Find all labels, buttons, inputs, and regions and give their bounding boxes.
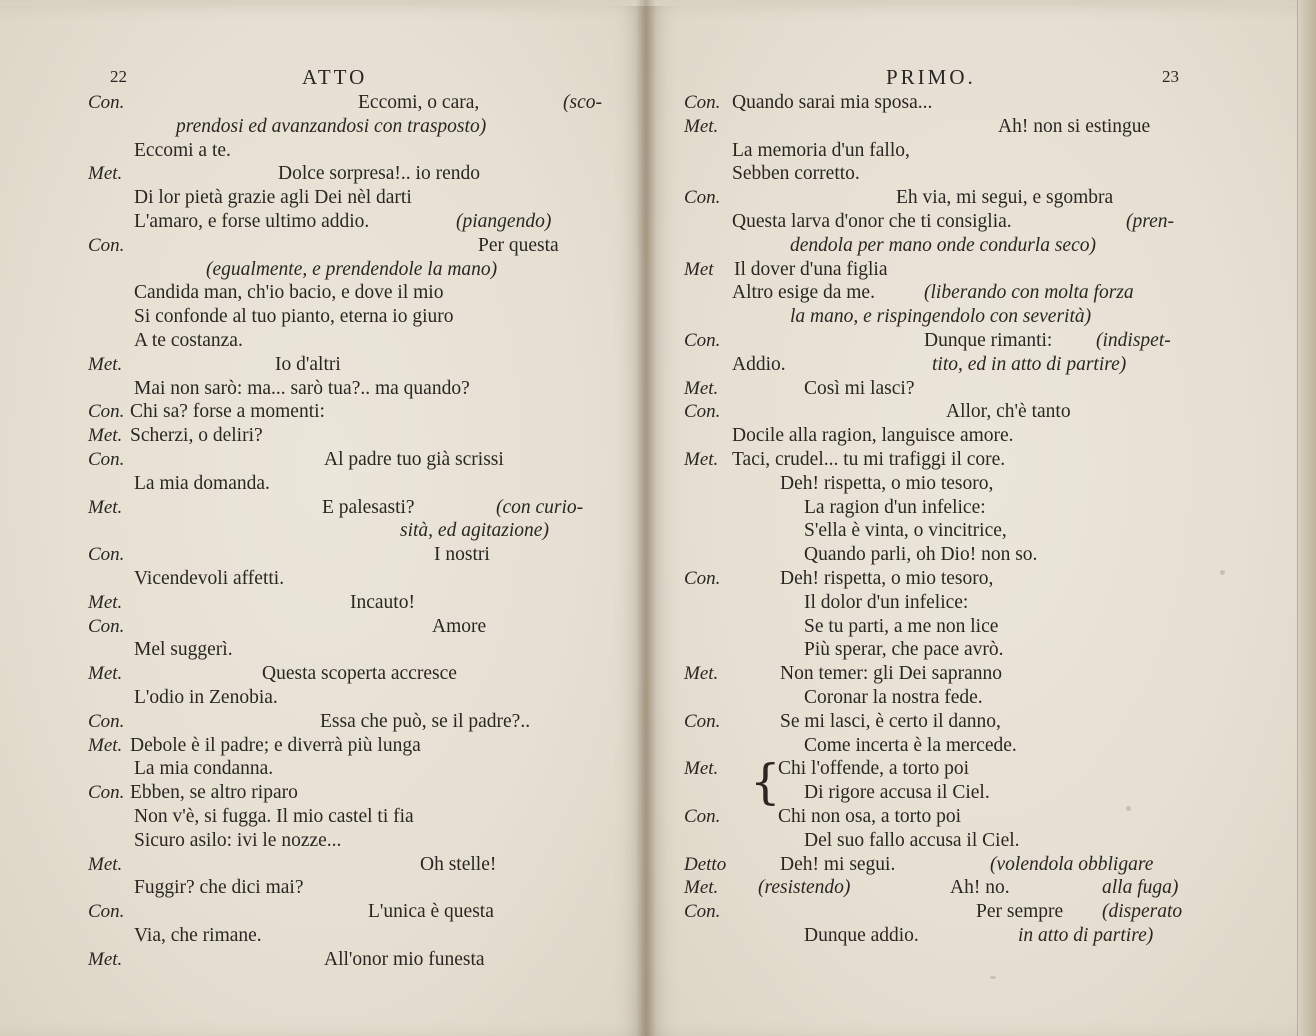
speaker-label: Met.	[88, 948, 123, 970]
verse-text: L'unica è questa	[368, 901, 494, 923]
text-line	[684, 115, 1254, 139]
gutter	[636, 0, 656, 1036]
left-page-text	[88, 91, 628, 991]
text-line	[684, 162, 1254, 186]
verse-text: Come incerta è la mercede.	[804, 734, 1017, 756]
text-line	[88, 186, 628, 210]
verse-text: Addio.	[732, 353, 786, 375]
text-line	[684, 472, 1254, 496]
text-line	[88, 734, 628, 758]
verse-text: Amore	[432, 615, 487, 637]
verse-text: Si confonde al tuo pianto, eterna io giuro	[134, 306, 454, 328]
stage-direction: (disperato	[1102, 901, 1183, 923]
verse-text: Di rigore accusa il Ciel.	[804, 782, 990, 804]
verse-text: Dunque rimanti:	[924, 330, 1053, 351]
text-line	[684, 567, 1254, 591]
speaker-label: Met.	[88, 734, 123, 756]
left-page-number: 22	[110, 67, 127, 86]
verse-text: Taci, crudel... tu mi trafiggi il core.	[732, 449, 1006, 470]
text-line	[684, 924, 1254, 948]
text-line	[88, 829, 628, 853]
verse-text: Mai non sarò: ma... sarò tua?.. ma quando?	[134, 377, 470, 399]
verse-text: Quando parli, oh Dio! non so.	[804, 544, 1038, 566]
verse-text: Di lor pietà grazie agli Dei nèl darti	[134, 187, 412, 209]
verse-text: Vicendevoli affetti.	[134, 568, 285, 589]
text-line	[88, 567, 628, 591]
text-line	[88, 710, 628, 734]
speaker-label: Met.	[88, 853, 123, 875]
verse-text: Ebben, se altro riparo	[130, 782, 298, 804]
verse-text: Essa che può, se il padre?..	[320, 710, 531, 732]
text-line	[684, 400, 1254, 424]
text-line	[88, 424, 628, 448]
stage-direction: (pren-	[1126, 211, 1175, 232]
stage-direction: (con curio-	[496, 496, 584, 518]
text-line	[88, 876, 628, 900]
speaker-label: Con.	[88, 544, 125, 566]
speaker-label: Met	[684, 258, 714, 280]
text-line	[684, 305, 1254, 329]
verse-text: Dunque addio.	[804, 925, 919, 946]
text-line	[684, 710, 1254, 734]
verse-text: Ah! non si estingue	[998, 115, 1151, 137]
stage-direction: dendola per mano onde condurla seco)	[790, 234, 1096, 256]
text-line	[88, 686, 628, 710]
stage-direction: in atto di partire)	[1018, 925, 1154, 946]
text-line	[88, 591, 628, 615]
text-line	[88, 234, 628, 258]
text-line	[684, 139, 1254, 163]
foxing-spot	[1220, 570, 1225, 575]
text-line	[684, 281, 1254, 305]
speaker-label: Met.	[88, 591, 123, 613]
verse-text: L'odio in Zenobia.	[134, 687, 278, 708]
foxing-spot	[1126, 806, 1131, 811]
right-running-head: PRIMO.	[886, 65, 976, 89]
speaker-label: Met.	[88, 496, 123, 518]
text-line	[684, 496, 1254, 520]
text-line	[684, 829, 1254, 853]
text-line	[88, 91, 628, 115]
text-line	[684, 662, 1254, 686]
text-line	[684, 853, 1254, 877]
text-line	[88, 448, 628, 472]
verse-text: All'onor mio funesta	[324, 948, 485, 970]
text-line	[88, 305, 628, 329]
speaker-label: Met.	[684, 877, 719, 899]
text-line	[684, 258, 1254, 282]
text-line	[88, 400, 628, 424]
verse-text: Docile alla ragion, languisce amore.	[732, 425, 1014, 447]
verse-text: Deh! mi segui.	[780, 853, 896, 875]
verse-text: Del suo fallo accusa il Ciel.	[804, 829, 1020, 851]
text-line	[88, 805, 628, 829]
text-line	[88, 353, 628, 377]
text-line	[88, 281, 628, 305]
text-line	[88, 924, 628, 948]
right-page-text	[684, 91, 1254, 991]
text-line	[684, 686, 1254, 710]
speaker-label: Met.	[88, 353, 123, 375]
left-running-head: ATTO	[302, 65, 368, 89]
verse-text: La mia condanna.	[134, 758, 274, 780]
speaker-label: Con.	[684, 710, 721, 732]
verse-text: Se mi lasci, è certo il danno,	[780, 710, 1001, 732]
text-line	[88, 543, 628, 567]
stage-direction: (sco-	[563, 92, 602, 113]
speaker-label: Met.	[88, 663, 123, 685]
verse-text: Per questa	[478, 234, 559, 256]
stage-direction: sità, ed agitazione)	[400, 520, 549, 542]
verse-text: Ah! no.	[950, 877, 1010, 899]
page-edge	[1297, 0, 1316, 1036]
speaker-label: Con.	[684, 187, 721, 209]
speaker-label: Con.	[684, 901, 721, 923]
verse-text: La ragion d'un infelice:	[804, 496, 986, 518]
stage-direction: (egualmente, e prendendole la mano)	[206, 258, 498, 280]
verse-text: Incauto!	[350, 591, 415, 613]
text-line	[88, 139, 628, 163]
verse-text: Deh! rispetta, o mio tesoro,	[780, 472, 994, 494]
verse-text: Il dover d'una figlia	[734, 258, 888, 280]
speaker-label: Con.	[88, 901, 125, 923]
stage-direction: (volendola obbligare	[990, 853, 1154, 875]
verse-text: S'ella è vinta, o vincitrice,	[804, 520, 1007, 542]
text-line	[684, 519, 1254, 543]
left-page	[0, 6, 646, 1036]
speaker-label: Con.	[684, 401, 721, 423]
verse-text: Sicuro asilo: ivi le nozze...	[134, 829, 342, 851]
verse-text: Non temer: gli Dei sapranno	[780, 663, 1003, 685]
verse-text: A te costanza.	[134, 330, 243, 351]
verse-text: Eccomi a te.	[134, 139, 231, 161]
speaker-label: Con.	[684, 568, 721, 589]
speaker-label: Con.	[88, 401, 125, 423]
text-line	[88, 496, 628, 520]
text-line	[88, 615, 628, 639]
text-line	[88, 900, 628, 924]
brace-mark: {	[750, 754, 781, 810]
text-line	[88, 638, 628, 662]
stage-direction: la mano, e rispingendolo con severità)	[790, 306, 1092, 328]
text-line	[684, 353, 1254, 377]
verse-text: Mel suggerì.	[134, 639, 233, 661]
text-line	[88, 162, 628, 186]
text-line	[88, 853, 628, 877]
speaker-label: Con.	[684, 330, 721, 351]
verse-text: Coronar la nostra fede.	[804, 687, 983, 708]
verse-text: Questa scoperta accresce	[262, 663, 457, 685]
verse-text: Così mi lasci?	[804, 377, 915, 399]
right-page	[646, 6, 1316, 1036]
text-line	[684, 186, 1254, 210]
verse-text: Debole è il padre; e diverrà più lunga	[130, 734, 421, 756]
verse-text: Al padre tuo già scrissi	[324, 449, 504, 470]
verse-text: La mia domanda.	[134, 472, 270, 494]
right-page-number: 23	[1162, 67, 1179, 86]
verse-text: Eccomi, o cara,	[358, 92, 480, 113]
verse-text: Il dolor d'un infelice:	[804, 591, 969, 613]
text-line	[684, 210, 1254, 234]
speaker-label: Detto	[684, 853, 727, 875]
text-line	[684, 591, 1254, 615]
verse-text: Non v'è, si fugga. Il mio castel ti fia	[134, 806, 414, 827]
verse-text: Se tu parti, a me non lice	[804, 615, 999, 637]
text-line	[684, 615, 1254, 639]
speaker-label: Met.	[88, 163, 123, 185]
verse-text: Dolce sorpresa!.. io rendo	[278, 163, 480, 185]
verse-text: Deh! rispetta, o mio tesoro,	[780, 568, 994, 589]
verse-text: Quando sarai mia sposa...	[732, 92, 933, 113]
speaker-label: Met.	[684, 663, 719, 685]
stage-direction: (piangendo)	[456, 211, 552, 232]
speaker-label: Met.	[684, 758, 719, 780]
stage-direction: tito, ed in atto di partire)	[932, 353, 1127, 375]
speaker-label: Met.	[88, 425, 123, 447]
verse-text: La memoria d'un fallo,	[732, 139, 910, 161]
text-line	[684, 234, 1254, 258]
verse-text: Chi sa? forse a momenti:	[130, 401, 325, 423]
text-line	[88, 662, 628, 686]
verse-text: Allor, ch'è tanto	[946, 401, 1071, 423]
verse-text: Candida man, ch'io bacio, e dove il mio	[134, 282, 444, 304]
verse-text: Chi non osa, a torto poi	[778, 806, 962, 827]
speaker-label: Met.	[684, 377, 719, 399]
text-line	[88, 757, 628, 781]
text-line	[684, 91, 1254, 115]
verse-text: Via, che rimane.	[134, 925, 262, 946]
text-line	[88, 781, 628, 805]
speaker-label: Met.	[684, 449, 719, 470]
speaker-label: Con.	[88, 782, 125, 804]
speaker-label: Con.	[88, 710, 125, 732]
text-line	[88, 377, 628, 401]
text-line	[684, 900, 1254, 924]
speaker-label: Con.	[684, 92, 721, 113]
text-line	[684, 329, 1254, 353]
text-line	[684, 543, 1254, 567]
speaker-label: Con.	[88, 449, 125, 470]
verse-text: Altro esige da me.	[732, 282, 875, 304]
speaker-label: Con.	[684, 806, 721, 827]
speaker-label: Con.	[88, 615, 125, 637]
stage-direction: alla fuga)	[1102, 877, 1179, 899]
text-line	[88, 115, 628, 139]
speaker-label: Con.	[88, 92, 125, 113]
verse-text: L'amaro, e forse ultimo addio.	[134, 211, 370, 232]
verse-text: Scherzi, o deliri?	[130, 425, 263, 447]
verse-text: Per sempre	[976, 901, 1064, 923]
text-line	[88, 210, 628, 234]
verse-text: Io d'altri	[275, 353, 341, 375]
text-line	[88, 519, 628, 543]
text-line	[684, 638, 1254, 662]
text-line	[88, 329, 628, 353]
verse-text: Fuggir? che dici mai?	[134, 877, 304, 899]
text-line	[684, 448, 1254, 472]
text-line	[88, 948, 628, 972]
verse-text: Chi l'offende, a torto poi	[778, 758, 970, 780]
foxing-spot	[990, 976, 996, 979]
stage-direction: (resistendo)	[758, 877, 851, 899]
stage-direction: prendosi ed avanzandosi con trasposto)	[176, 115, 487, 137]
text-line	[88, 258, 628, 282]
verse-text: I nostri	[434, 544, 490, 566]
text-line	[88, 472, 628, 496]
verse-text: Oh stelle!	[420, 853, 497, 875]
verse-text: Più sperar, che pace avrò.	[804, 639, 1004, 661]
verse-text: Questa larva d'onor che ti consiglia.	[732, 211, 1012, 232]
text-line	[684, 424, 1254, 448]
verse-text: Eh via, mi segui, e sgombra	[896, 187, 1114, 209]
speaker-label: Con.	[88, 234, 125, 256]
stage-direction: (liberando con molta forza	[924, 282, 1134, 304]
text-line	[684, 377, 1254, 401]
text-line	[684, 876, 1254, 900]
verse-text: Sebben corretto.	[732, 163, 860, 185]
stage-direction: (indispet-	[1096, 330, 1171, 351]
verse-text: E palesasti?	[322, 496, 415, 518]
speaker-label: Met.	[684, 115, 719, 137]
